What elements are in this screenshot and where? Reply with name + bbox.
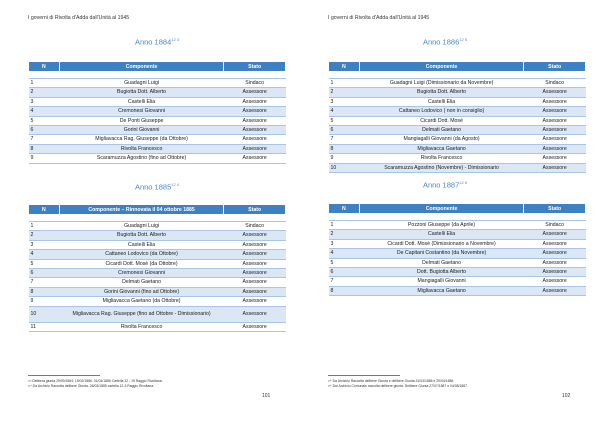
- running-header: I governi di Rivolta d'Adda dall'Unità al 1945: [28, 15, 130, 21]
- table-title-text: Anno 1887: [422, 180, 460, 190]
- cell-componente: Gorini Giovanni (fino ad Ottobre): [59, 287, 223, 296]
- cell-number: 2: [29, 231, 60, 240]
- col-header-componente: Componente: [59, 62, 223, 72]
- cell-componente: Mangiagalli Giovanni (da Agosto): [359, 135, 523, 144]
- cell-stato: Assessore: [224, 88, 286, 97]
- cell-stato: Assessore: [524, 144, 586, 153]
- cell-componente: Gorini Giovanni: [59, 126, 223, 135]
- cell-stato: Assessore: [224, 259, 286, 268]
- cell-componente: Mangiagalli Giovanni: [359, 277, 523, 286]
- cell-componente: Castelli Elia: [359, 97, 523, 106]
- cell-componente: Migliavacca Gaetano: [359, 144, 523, 153]
- table-row: [329, 277, 586, 286]
- cell-number: 6: [329, 268, 360, 277]
- table-row: [329, 88, 586, 97]
- cell-number: 1: [329, 79, 360, 88]
- table-row: [329, 239, 586, 248]
- table-row: [329, 221, 586, 230]
- footnote-ref: 12 6: [459, 180, 468, 185]
- cell-componente: Bugiotta Dott. Alberto: [59, 231, 223, 240]
- cell-number: 5: [329, 116, 360, 125]
- cell-componente: Cattaneo Lodovico ( non in consiglio): [359, 107, 523, 116]
- cell-number: 6: [29, 269, 60, 278]
- cell-number: 7: [329, 135, 360, 144]
- cell-componente: Cremonesi Giovanni: [59, 107, 223, 116]
- table-title-text: Anno 1886: [422, 37, 460, 47]
- cell-number: 7: [29, 278, 60, 287]
- table-row: [329, 258, 586, 267]
- cell-componente: Scaramuzza Agostino (fino ad Ottobre): [59, 154, 223, 163]
- cell-componente: De Capitani Costantino (da Novembre): [359, 249, 523, 258]
- cell-number: 1: [29, 222, 60, 231]
- table-row: [329, 286, 586, 295]
- cell-number: 6: [29, 126, 60, 135]
- cell-stato: Assessore: [224, 250, 286, 259]
- table-row: [329, 116, 586, 125]
- table-row: [29, 231, 286, 240]
- table-row: [329, 268, 586, 277]
- cell-stato: Assessore: [224, 144, 286, 153]
- cell-stato: Assessore: [224, 97, 286, 106]
- table-row: [29, 107, 286, 116]
- cell-stato: Sindaco: [524, 79, 586, 88]
- cell-stato: Assessore: [524, 126, 586, 135]
- cell-componente: De Ponti Giuseppe: [59, 116, 223, 125]
- table-row: [29, 97, 286, 106]
- table-row: [29, 322, 286, 331]
- cell-stato: Assessore: [224, 240, 286, 249]
- cell-number: 2: [29, 88, 60, 97]
- cell-stato: Assessore: [224, 154, 286, 163]
- page-number: 101: [262, 393, 271, 399]
- cell-number: 8: [29, 287, 60, 296]
- cell-number: 11: [29, 322, 60, 331]
- cell-stato: Assessore: [524, 239, 586, 248]
- cell-stato: Assessore: [224, 116, 286, 125]
- spacer-cell: [224, 215, 286, 222]
- cell-componente: Castelli Elia: [59, 97, 223, 106]
- cell-number: 9: [29, 297, 60, 306]
- spacer-cell: [329, 214, 360, 221]
- footnote: ¹²³ Delibera giunta 29/09/1884; 15/02/1886. 01/04/1886 Cartella 12 - 19 Raggio Rivoltana.: [28, 379, 163, 383]
- cell-componente: Cicardi Dott. Mosè (Dimissionario a Novembre): [359, 239, 523, 248]
- table-header-row: [29, 205, 286, 215]
- cell-componente: Rivolta Francesco: [59, 144, 223, 153]
- cell-stato: Assessore: [224, 107, 286, 116]
- cell-number: 5: [329, 258, 360, 267]
- table-title-text: Anno 1885: [134, 182, 172, 192]
- table-row: [29, 240, 286, 249]
- right-page: [300, 0, 600, 424]
- cell-componente: Delmati Gaetano: [359, 258, 523, 267]
- cell-componente: Migliavacca Gaetano (da Ottobre): [59, 297, 223, 306]
- cell-number: 7: [29, 135, 60, 144]
- cell-stato: Assessore: [224, 322, 286, 331]
- table-1887: [328, 203, 586, 296]
- cell-number: 3: [29, 240, 60, 249]
- cell-number: 1: [329, 221, 360, 230]
- col-header-n: N: [329, 62, 360, 72]
- cell-number: 8: [329, 286, 360, 295]
- table-row: [329, 79, 586, 88]
- cell-stato: Sindaco: [224, 79, 286, 88]
- cell-stato: Assessore: [224, 287, 286, 296]
- cell-componente: Migliavacca Rag. Giuseppe (da Ottobre): [59, 135, 223, 144]
- spacer-cell: [29, 72, 60, 79]
- cell-number: 10: [329, 163, 360, 172]
- cell-number: 10: [29, 306, 60, 322]
- spacer-cell: [359, 214, 523, 221]
- cell-number: 3: [329, 239, 360, 248]
- cell-number: 5: [29, 259, 60, 268]
- cell-componente: Guadagni Luigi: [59, 79, 223, 88]
- table-row: [329, 126, 586, 135]
- table-row: [29, 135, 286, 144]
- cell-componente: Cattaneo Lodovico (da Ottobre): [59, 250, 223, 259]
- cell-number: 8: [329, 144, 360, 153]
- table-row: [29, 278, 286, 287]
- cell-componente: Guadagni Luigi: [59, 222, 223, 231]
- table-row: [29, 222, 286, 231]
- table-row: [329, 107, 586, 116]
- cell-number: 1: [29, 79, 60, 88]
- col-header-stato: Stato: [224, 205, 286, 215]
- cell-componente: Cremonesi Giovanni: [59, 269, 223, 278]
- table-title-text: Anno 1884: [134, 37, 172, 47]
- cell-componente: Castelli Elia: [359, 230, 523, 239]
- cell-stato: Assessore: [224, 278, 286, 287]
- table-spacer-row: [329, 214, 586, 221]
- table-row: [29, 79, 286, 88]
- cell-stato: Assessore: [524, 116, 586, 125]
- cell-number: 8: [29, 144, 60, 153]
- cell-stato: Assessore: [524, 286, 586, 295]
- table-header-row: [329, 204, 586, 214]
- footnote: ¹²⁶ Dai Archivio Comunale raccolta delibere giunta. Delibere Giunta 27/07/1887 e 04/08/1887.: [328, 384, 468, 388]
- footnotes: [328, 379, 578, 389]
- table-1886: [328, 61, 586, 173]
- col-header-componente: Componente: [359, 204, 523, 214]
- cell-stato: Assessore: [224, 306, 286, 322]
- table-title-1884: [28, 37, 286, 47]
- cell-number: 4: [329, 107, 360, 116]
- table-row: [29, 144, 286, 153]
- footnote: ¹²⁴ Da Archivio Raccolta delibere Giunta. 26/03/1885 cartella 12-3 Raggio Rivoltana.: [28, 384, 155, 388]
- col-header-componente: Componente: [359, 62, 523, 72]
- page-number: 102: [562, 393, 571, 399]
- col-header-n: N: [329, 204, 360, 214]
- cell-stato: Assessore: [224, 126, 286, 135]
- cell-stato: Assessore: [524, 249, 586, 258]
- cell-stato: Assessore: [524, 107, 586, 116]
- cell-number: 2: [329, 230, 360, 239]
- cell-stato: Assessore: [524, 230, 586, 239]
- spacer-cell: [224, 72, 286, 79]
- col-header-stato: Stato: [524, 62, 586, 72]
- cell-componente: Scaramuzza Agostino (Novembre) - Dimissionario: [359, 163, 523, 172]
- cell-stato: Assessore: [524, 258, 586, 267]
- table-spacer-row: [329, 72, 586, 79]
- cell-stato: Assessore: [224, 269, 286, 278]
- cell-stato: Assessore: [524, 268, 586, 277]
- cell-stato: Assessore: [224, 135, 286, 144]
- footnote-ref: 12 3: [171, 37, 180, 42]
- cell-componente: Delmati Gaetano: [59, 278, 223, 287]
- table-header-row: [329, 62, 586, 72]
- table-row: [29, 297, 286, 306]
- table-row: [29, 287, 286, 296]
- table-row: [329, 230, 586, 239]
- cell-number: 2: [329, 88, 360, 97]
- col-header-n: N: [29, 205, 60, 215]
- cell-componente: Castelli Elia: [59, 240, 223, 249]
- table-1885: [28, 204, 286, 332]
- spacer-cell: [359, 72, 523, 79]
- spacer-cell: [329, 72, 360, 79]
- cell-stato: Assessore: [224, 297, 286, 306]
- cell-componente: Bugiotta Dott. Alberto: [59, 88, 223, 97]
- table-1884: [28, 61, 286, 164]
- spacer-cell: [59, 72, 223, 79]
- table-title-1885: [28, 182, 286, 192]
- cell-stato: Sindaco: [524, 221, 586, 230]
- cell-number: 4: [29, 107, 60, 116]
- cell-stato: Assessore: [524, 277, 586, 286]
- col-header-stato: Stato: [524, 204, 586, 214]
- footnotes: [28, 379, 278, 389]
- table-row: [29, 269, 286, 278]
- table-row: [29, 259, 286, 268]
- cell-number: 9: [329, 154, 360, 163]
- cell-number: 7: [329, 277, 360, 286]
- table-row: [29, 116, 286, 125]
- footnote-ref: 12 4: [171, 182, 180, 187]
- cell-componente: Migliavacca Rag. Giuseppe (fino ad Ottobre - Dimissionario): [59, 306, 223, 322]
- cell-stato: Assessore: [524, 97, 586, 106]
- cell-number: 9: [29, 154, 60, 163]
- table-row: [29, 306, 286, 322]
- table-title-1886: [316, 37, 574, 47]
- table-row: [329, 154, 586, 163]
- spacer-cell: [59, 215, 223, 222]
- table-row: [29, 250, 286, 259]
- cell-number: 4: [329, 249, 360, 258]
- table-spacer-row: [29, 72, 286, 79]
- spacer-cell: [524, 72, 586, 79]
- cell-stato: Assessore: [224, 231, 286, 240]
- table-row: [29, 154, 286, 163]
- cell-number: 3: [329, 97, 360, 106]
- cell-componente: Pozzoni Giuseppe (da Aprile): [359, 221, 523, 230]
- cell-componente: Rivolta Francesco: [59, 322, 223, 331]
- footnote-divider: [328, 375, 400, 376]
- footnote-divider: [28, 375, 100, 376]
- table-title-1887: [316, 180, 574, 190]
- cell-componente: Cicardi Dott. Mosè (da Ottobre): [59, 259, 223, 268]
- table-row: [29, 126, 286, 135]
- cell-stato: Assessore: [524, 88, 586, 97]
- table-header-row: [29, 62, 286, 72]
- cell-number: 5: [29, 116, 60, 125]
- cell-number: 4: [29, 250, 60, 259]
- cell-stato: Assessore: [524, 135, 586, 144]
- footnote: ¹²⁵ Da Archivio Raccolta delibere Giunta e delibere Giunta 31/03/1886 e 29/04/1886.: [328, 379, 455, 383]
- footnote-ref: 12 5: [459, 37, 468, 42]
- table-row: [329, 97, 586, 106]
- table-row: [29, 88, 286, 97]
- cell-componente: Rivolta Francesco: [359, 154, 523, 163]
- table-row: [329, 249, 586, 258]
- cell-number: 6: [329, 126, 360, 135]
- cell-stato: Sindaco: [224, 222, 286, 231]
- cell-componente: Delmati Gaetano: [359, 126, 523, 135]
- cell-stato: Assessore: [524, 163, 586, 172]
- running-header: I governi di Rivolta d'Adda dall'Unità al 1945: [328, 15, 430, 21]
- table-row: [329, 135, 586, 144]
- cell-componente: Cicardi Dott. Mosè: [359, 116, 523, 125]
- col-header-componente: Componente – Rinnovata il 04 ottobre 1885: [59, 205, 223, 215]
- table-row: [329, 144, 586, 153]
- cell-number: 3: [29, 97, 60, 106]
- cell-componente: Dott. Bugiotta Alberto: [359, 268, 523, 277]
- spacer-cell: [29, 215, 60, 222]
- cell-stato: Assessore: [524, 154, 586, 163]
- table-spacer-row: [29, 215, 286, 222]
- table-row: [329, 163, 586, 172]
- col-header-n: N: [29, 62, 60, 72]
- cell-componente: Guadagni Luigi (Dimissionario da Novembre): [359, 79, 523, 88]
- col-header-stato: Stato: [224, 62, 286, 72]
- cell-componente: Migliavacca Gaetano: [359, 286, 523, 295]
- spacer-cell: [524, 214, 586, 221]
- cell-componente: Bugiotta Dott. Alberto: [359, 88, 523, 97]
